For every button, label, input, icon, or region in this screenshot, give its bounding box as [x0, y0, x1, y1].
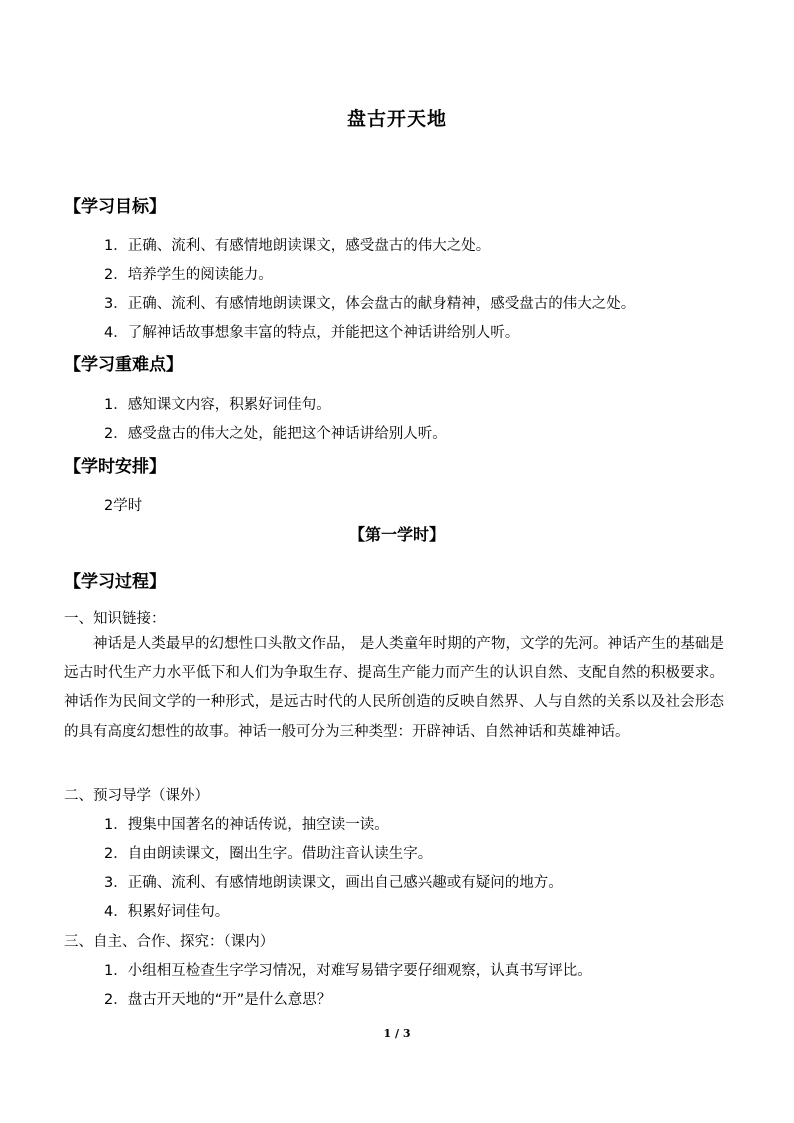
keypoint-item-2: 2．感受盘古的伟大之处，能把这个神话讲给别人听。 [104, 426, 447, 442]
goal-item-4: 4．了解神话故事想象丰富的特点，并能把这个神话讲给别人听。 [104, 325, 520, 341]
document-title: 盘古开天地 [346, 108, 447, 130]
schedule-heading: 【学时安排】 [64, 457, 166, 477]
goals-heading: 【学习目标】 [64, 197, 166, 217]
goal-item-3: 3．正确、流利、有感情地朗读课文，体会盘古的献身精神，感受盘古的伟大之处。 [104, 296, 636, 312]
section-2-item-4: 4．积累好词佳句。 [104, 904, 230, 920]
page-number: 1 / 3 [383, 1027, 411, 1040]
section-2-item-2: 2．自由朗读课文，圈出生字。借助注音认读生字。 [104, 846, 433, 862]
section-3-item-2: 2．盘古开天地的“开”是什么意思？ [104, 992, 332, 1008]
process-heading: 【学习过程】 [64, 572, 166, 592]
keypoint-item-1: 1．感知课文内容，积累好词佳句。 [104, 397, 331, 413]
section-2-item-1: 1．搜集中国著名的神话传说，抽空读一读。 [104, 817, 389, 833]
goal-item-1: 1．正确、流利、有感情地朗读课文，感受盘古的伟大之处。 [104, 238, 491, 254]
session-title: 【第一学时】 [348, 525, 445, 544]
section-1-title: 一、知识链接： [64, 611, 166, 627]
section-2-title: 二、预习导学（课外） [64, 788, 209, 804]
section-2-item-3: 3．正确、流利、有感情地朗读课文，画出自己感兴趣或有疑问的地方。 [104, 875, 563, 891]
section-3-title: 三、自主、合作、探究：（课内） [64, 934, 275, 950]
section-1-paragraph: 神话是人类最早的幻想性口头散文作品， 是人类童年时期的产物，文学的先河。神话产生的基础是远古时代生产力水平低下和人们为争取生存、提高生产能力而产生的认识自然、支配自然的积极要求。神话作为民间文学的一种形式，是远古时代的人民所创造的反映自然界、人与自然的关系以及社会形态的具有高度幻想性的故事。神话一般可分为三种类型：开辟神话、自然神话和英雄神话。 [64, 636, 724, 740]
schedule-value: 2学时 [104, 498, 143, 514]
keypoints-heading: 【学习重难点】 [64, 355, 183, 375]
section-3-item-1: 1．小组相互检查生字学习情况，对难写易错字要仔细观察，认真书写评比。 [104, 963, 592, 979]
goal-item-2: 2．培养学生的阅读能力。 [104, 267, 273, 283]
